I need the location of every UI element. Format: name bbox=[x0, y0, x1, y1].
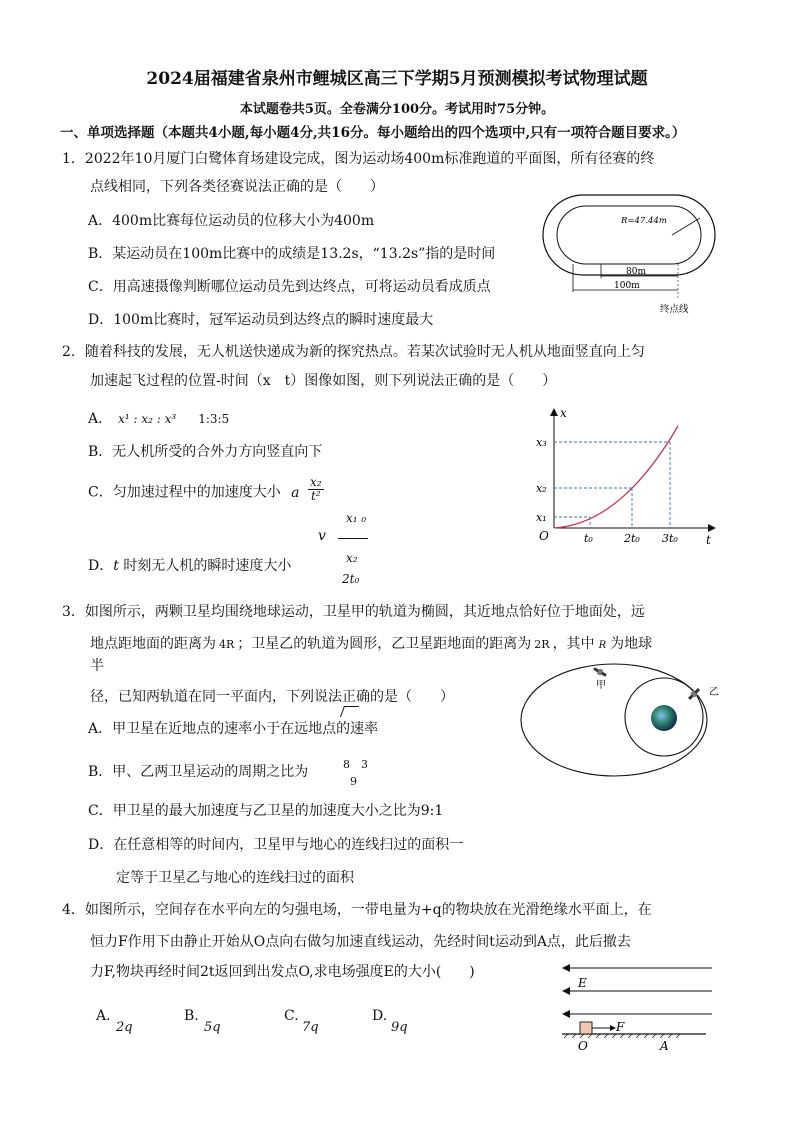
q2-acc-denominator: t² bbox=[310, 489, 321, 503]
track-outer bbox=[543, 195, 715, 275]
orbit-diagram bbox=[516, 658, 728, 786]
satellite-jia-icon bbox=[592, 666, 607, 678]
q3-period-numerator: 8 3 bbox=[343, 758, 368, 771]
q2-option-a-label: A． bbox=[88, 411, 113, 427]
q2-vel-top: x₁ ₀ bbox=[346, 511, 367, 525]
q3-r: R bbox=[598, 640, 607, 651]
q4-option-a-den: 2q bbox=[116, 1020, 133, 1035]
q2-var-t: t bbox=[113, 558, 119, 574]
q4-option-c-den: 7q bbox=[302, 1020, 319, 1035]
q2-acc-fraction bbox=[308, 476, 324, 503]
q3-option-b-label: B．甲、乙两卫星运动的周期之比为 bbox=[88, 764, 309, 780]
q3-option-d-line2: 定等于卫星乙与地心的连线扫过的面积 bbox=[116, 870, 354, 886]
page-title: 2024届福建省泉州市鲤城区高三下学期5月预测模拟考试物理试题 bbox=[146, 69, 648, 89]
y-axis-arrow bbox=[550, 408, 558, 416]
section-title: 一、单项选择题（本题共4小题,每小题4分,共16分。每小题给出的四个选项中,只有一项符合题目要求。） bbox=[60, 125, 686, 141]
satellite-yi-label: 乙 bbox=[709, 687, 719, 698]
q2-var-a: a bbox=[291, 484, 300, 501]
q2-option-a bbox=[88, 409, 229, 429]
q1-stem-line2: 点线相同，下列各类径赛说法正确的是（ ） bbox=[90, 179, 384, 195]
charged-block bbox=[580, 1022, 592, 1034]
q3-2r: 2R bbox=[534, 638, 550, 651]
q3-stem-line4: 径，已知两轨道在同一平面内，下列说法正确的是（ ） bbox=[90, 689, 454, 705]
y-axis-label: x bbox=[560, 406, 567, 420]
q3-stem-2g: 为地球 bbox=[610, 636, 653, 652]
tick-t1: t₀ bbox=[584, 532, 593, 545]
q2-option-a-expr: x¹ : x₂ : x³ bbox=[118, 412, 177, 426]
q1-stem-line1: 1．2022年10月厦门白鹭体育场建设完成，图为运动场400m标准跑道的平面图，所有径赛的终 bbox=[62, 151, 655, 167]
x-axis-label: t bbox=[706, 533, 711, 547]
electric-field-diagram bbox=[556, 958, 716, 1058]
q2-option-c-label: C．匀加速过程中的加速度大小 bbox=[88, 484, 281, 501]
exam-info: 本试题卷共5页。全卷满分100分。考试用时75分钟。 bbox=[239, 102, 555, 117]
field-line-1-arrow bbox=[562, 964, 570, 972]
q4-option-b-label: B. bbox=[184, 1008, 199, 1024]
q2-vel-fraction-bar bbox=[338, 538, 368, 539]
point-o-label: O bbox=[578, 1039, 588, 1053]
tick-t3: 3t₀ bbox=[662, 532, 678, 545]
q1-option-b: B．某运动员在100m比赛中的成绩是13.2s，“13.2s”指的是时间 bbox=[88, 246, 496, 262]
field-line-2-arrow bbox=[562, 987, 570, 995]
dim-100-label: 100m bbox=[614, 281, 640, 291]
satellite-jia-label: 甲 bbox=[596, 680, 606, 691]
q3-stem-line3: 半 bbox=[90, 658, 104, 674]
q2-option-b: B．无人机所受的合外力方向竖直向下 bbox=[88, 444, 323, 460]
q4-stem-line2: 恒力F作用下由静止开始从O点向右做匀加速直线运动，先经时间t运动到A点，此后撤去 bbox=[90, 934, 631, 950]
q4-option-d-den: 9q bbox=[391, 1020, 408, 1035]
q2-option-a-ratio: 1:3:5 bbox=[198, 412, 230, 426]
radius-line bbox=[672, 218, 700, 235]
q4-option-a-label: A. bbox=[96, 1008, 111, 1024]
q2-option-d-text: 时刻无人机的瞬时速度大小 bbox=[123, 558, 292, 574]
q3-stem-2e: ，其中 bbox=[552, 636, 595, 652]
q3-option-a: A．甲卫星在近地点的速率小于在远地点的速率 bbox=[88, 721, 379, 737]
q1-option-d: D．100m比赛时，冠军运动员到达终点的瞬时速度最大 bbox=[88, 312, 434, 328]
q2-option-d-label: D． bbox=[88, 558, 114, 574]
tick-t2: 2t₀ bbox=[624, 532, 640, 545]
tick-x2: x₂ bbox=[536, 482, 547, 495]
q2-vel-denominator: 2t₀ bbox=[342, 572, 360, 586]
track-diagram bbox=[540, 192, 720, 316]
q3-radical-sign bbox=[340, 706, 359, 717]
q4-option-c-label: C. bbox=[284, 1008, 299, 1024]
point-a-label: A bbox=[660, 1039, 669, 1053]
q3-option-d-line1: D．在任意相等的时间内，卫星甲与地心的连线扫过的面积一 bbox=[88, 837, 464, 853]
q2-var-v: v bbox=[318, 528, 326, 544]
field-line-3-arrow bbox=[562, 1010, 570, 1018]
origin-label: O bbox=[539, 529, 549, 543]
dim-80-label: 80m bbox=[626, 267, 646, 277]
q3-stem-line1: 3．如图所示，两颗卫星均围绕地球运动，卫星甲的轨道为椭圆，其近地点恰好位于地面处，远 bbox=[62, 604, 645, 620]
q4-option-b-den: 5q bbox=[204, 1020, 221, 1035]
q1-option-a: A．400m比赛每位运动员的位移大小为400m bbox=[88, 213, 375, 229]
field-label-e: E bbox=[578, 976, 587, 990]
x-t-graph bbox=[528, 404, 718, 550]
x-axis-arrow bbox=[708, 524, 716, 532]
track-inner bbox=[557, 206, 701, 264]
q3-period-denominator: 9 bbox=[350, 775, 357, 788]
q1-option-c: C．用高速摄像判断哪位运动员先到达终点，可将运动员看成质点 bbox=[88, 279, 491, 295]
q2-stem-line1: 2．随着科技的发展，无人机送快递成为新的探究热点。若某次试验时无人机从地面竖直向上匀 bbox=[62, 344, 645, 360]
q2-option-c bbox=[88, 475, 324, 503]
q2-vel-numerator: x₂ bbox=[346, 551, 358, 565]
tick-x3: x₃ bbox=[536, 436, 547, 449]
q2-acc-numerator: x₂ bbox=[309, 475, 322, 489]
q4-option-d-label: D. bbox=[372, 1008, 388, 1024]
force-label: F bbox=[616, 1020, 625, 1034]
q4-stem-line3: 力F,物块再经时间2t返回到出发点O,求电场强度E的大小( ) bbox=[90, 964, 475, 980]
q4-stem-line1: 4．如图所示，空间存在水平向左的匀强电场，一带电量为+q的物块放在光滑绝缘水平面上，在 bbox=[62, 902, 652, 918]
tick-x1: x₁ bbox=[536, 511, 547, 524]
q3-4r: 4R bbox=[219, 638, 235, 651]
q3-stem-2a: 地点距地面的距离为 bbox=[90, 636, 216, 652]
q3-stem-2c: ；卫星乙的轨道为圆形，乙卫星距地面的距离为 bbox=[237, 636, 532, 652]
q2-stem-line2: 加速起飞过程的位置-时间（x t）图像如图，则下列说法正确的是（ ） bbox=[90, 373, 557, 389]
finish-label: 终点线 bbox=[660, 304, 689, 315]
position-curve bbox=[554, 426, 678, 528]
q3-option-c: C．甲卫星的最大加速度与乙卫星的加速度大小之比为9:1 bbox=[88, 803, 444, 819]
q3-stem-line2 bbox=[90, 634, 652, 656]
earth bbox=[651, 705, 677, 731]
q2-option-d bbox=[88, 556, 291, 576]
q3-option-b bbox=[88, 762, 308, 782]
radius-label: R=47.44m bbox=[621, 216, 667, 226]
